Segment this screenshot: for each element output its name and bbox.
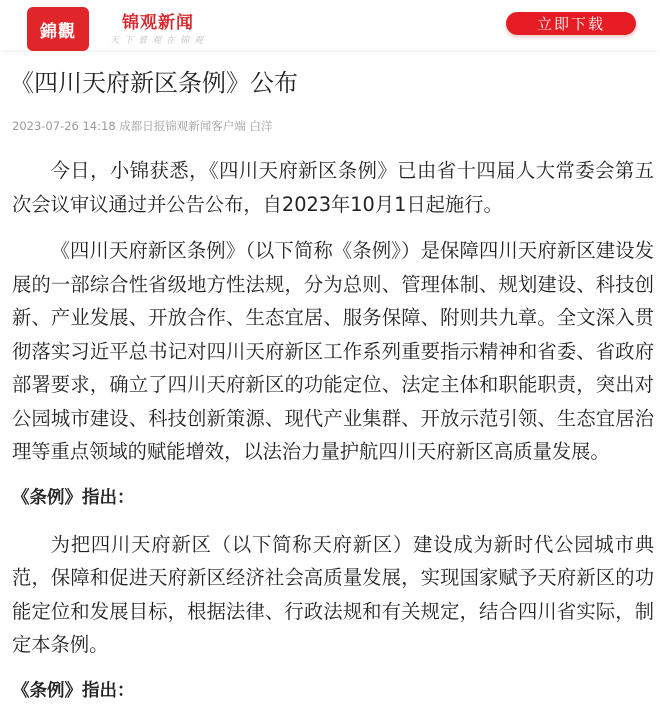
article-paragraph: 《四川天府新区条例》（以下简称《条例》）是保障四川天府新区建设发展的一部综合性省级地方性法规，分为总则、管理体制、规划建设、科技创新、产业发展、开放合作、生态宜居、服务保障、附则共九章。全文深入贯彻落实习近平总书记对四川天府新区工作系列重要指示精神和省委、省政府部署要求，确立了四川天府新区的功能定位、法定主体和职能职责，突出对公园城市建设、科技创新策源、现代产业集群、开放示范引领、生态宜居治理等重点领域的赋能增效，以法治力量护航四川天府新区高质量发展。 <box>12 239 654 463</box>
article-body <box>12 154 654 721</box>
section-heading: 《条例》指出： <box>12 680 135 701</box>
section-heading: 《条例》指出： <box>12 487 135 508</box>
brand-name: 锦观新闻 <box>122 13 194 33</box>
article-paragraph: 为把四川天府新区（以下简称天府新区）建设成为新时代公园城市典范，保障和促进天府新区经济社会高质量发展，实现国家赋予天府新区的功能定位和发展目标，根据法律、行政法规和有关规定，结合四川省实际，制定本条例。 <box>12 532 654 656</box>
article-paragraph: 今日，小锦获悉，《四川天府新区条例》已由省十四届人大常委会第五次会议审议通过并公告公布，自2023年10月1日起施行。 <box>12 159 654 216</box>
logo[interactable]: 錦觀 <box>27 7 89 51</box>
article-meta: 2023-07-26 14:18 成都日报锦观新闻客户端 白洋 <box>12 119 273 133</box>
app-header <box>0 0 660 50</box>
article-title: 《四川天府新区条例》公布 <box>10 69 298 97</box>
download-app-button[interactable]: 立即下载 <box>506 12 636 35</box>
brand-slogan: 天下景观在锦观 <box>110 36 209 46</box>
